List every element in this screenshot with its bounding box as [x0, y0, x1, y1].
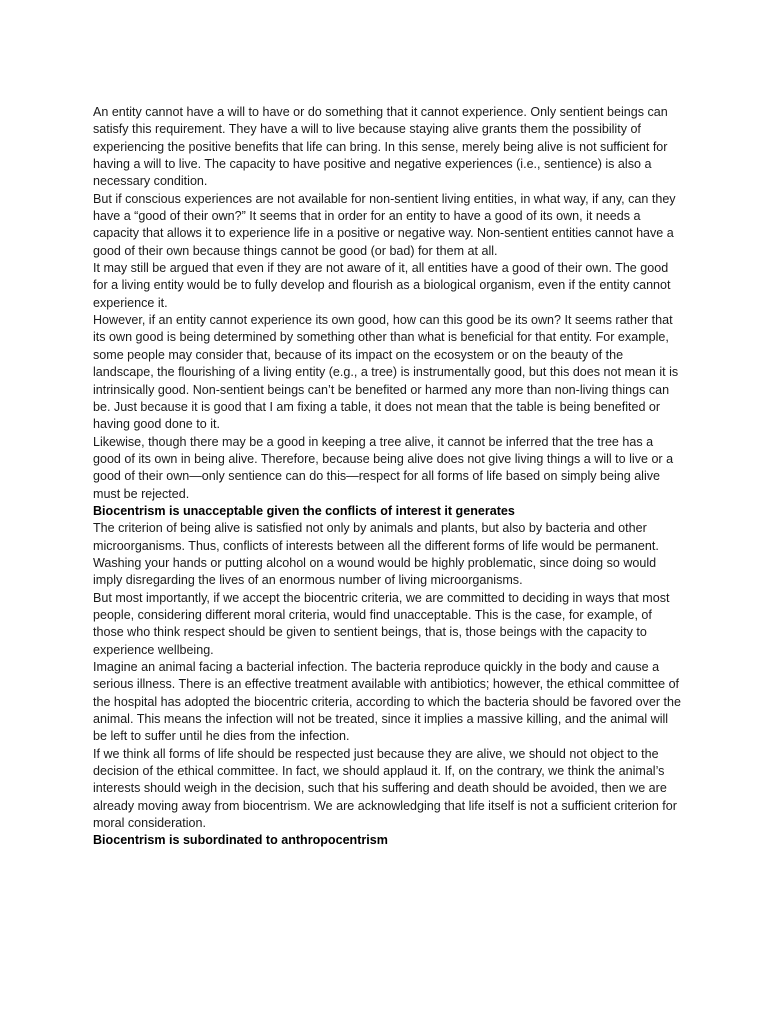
- paragraph: But if conscious experiences are not available for non-sentient living entities, in what way, if any, can they have a “good of their own?” It seems that in order for an entity to have a good of its own, it needs a capacity that allows it to experience life in a positive or negative way. Non-sentient entities cannot have a good of their own because things cannot be good (or bad) for them at all.: [93, 191, 676, 258]
- document-page: [93, 104, 683, 850]
- section-heading: Biocentrism is unacceptable given the conflicts of interest it generates: [93, 503, 515, 518]
- paragraph: If we think all forms of life should be respected just because they are alive, we should not object to the decision of the ethical committee. In fact, we should applaud it. If, on the contrary, we think the animal’s interests should weigh in the decision, such that his suffering and death should be avoided, then we are already moving away from biocentrism. We are acknowledging that life itself is not a sufficient criterion for moral consideration.: [93, 746, 677, 831]
- paragraph: Imagine an animal facing a bacterial infection. The bacteria reproduce quickly in the body and cause a serious illness. There is an effective treatment available with antibiotics; however, the ethical committee of the hospital has adopted the biocentric criteria, according to which the bacteria should be favored over the animal. This means the infection will not be treated, since it implies a massive killing, and the animal will be left to suffer until he dies from the infection.: [93, 660, 681, 744]
- paragraph: However, if an entity cannot experience its own good, how can this good be its own? It seems rather that its own good is being determined by something other than what is beneficial for that entity. For example, some people may consider that, because of its impact on the ecosystem or on the beauty of the landscape, the flourishing of a living entity (e.g., a tree) is instrumentally good, but this does not mean it is intrinsically good. Non-sentient beings can’t be benefited or harmed any more than non-living things can be. Just because it is good that I am fixing a table, it does not mean that the table is being benefited or having good done to it.: [93, 313, 679, 432]
- paragraph: But most importantly, if we accept the biocentric criteria, we are committed to deciding in ways that most people, considering different moral criteria, would find unacceptable. This is the case, for example, of those who think respect should be given to sentient beings, that is, those beings with the capacity to experience wellbeing.: [93, 590, 670, 657]
- paragraph: Likewise, though there may be a good in keeping a tree alive, it cannot be inferred that the tree has a good of its own in being alive. Therefore, because being alive does not give living things a will to live or a good of their own—only sentience can do this—respect for all forms of life based on simply being alive must be rejected.: [93, 434, 674, 501]
- section-heading: Biocentrism is subordinated to anthropocentrism: [93, 833, 388, 848]
- paragraph: The criterion of being alive is satisfied not only by animals and plants, but also by bacteria and other microorganisms. Thus, conflicts of interests between all the different forms of life would be permanent. Washing your hands or putting alcohol on a wound would be highly problematic, since doing so would imply disregarding the lives of an enormous number of living microorganisms.: [93, 521, 659, 588]
- paragraph: It may still be argued that even if they are not aware of it, all entities have a good of their own. The good for a living entity would be to fully develop and flourish as a biological organism, even if the entity cannot experience it.: [93, 261, 671, 310]
- paragraph: An entity cannot have a will to have or do something that it cannot experience. Only sentient beings can satisfy this requirement. They have a will to live because staying alive grants them the possibility of experiencing the positive benefits that life can bring. In this sense, merely being alive is not sufficient for having a will to live. The capacity to have positive and negative experiences (i.e., sentience) is also a necessary condition.: [93, 105, 668, 189]
